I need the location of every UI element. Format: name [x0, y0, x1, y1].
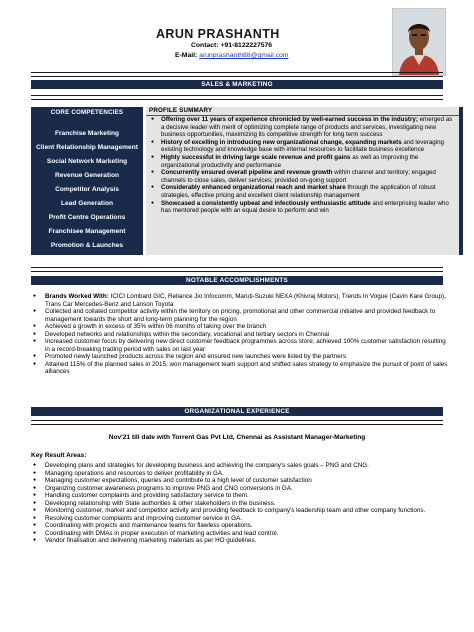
email-link[interactable]: arunprashanth88@gmail.com — [199, 52, 289, 59]
competency-item: Franchisee Management — [48, 228, 126, 235]
kra-item: ● Vendor finalisation and delivering marketing materials as per HO guidelines. — [31, 537, 451, 545]
competency-item: Social Network Marketing — [46, 158, 128, 165]
kra-item: ● Coordinating with projects and maintenance teams for flawless operations. — [31, 522, 451, 530]
profile-item-bold: Highly successful in driving large scale revenue and profit gains — [161, 153, 351, 161]
section-divider — [31, 95, 443, 100]
profile-item-text: within channel and territory; engaged channels to close sales, deliver services; provided on-going support — [161, 169, 436, 184]
profile-item-bold: Offering over 11 years of experience chronicled by well-earned success in the industry; — [161, 116, 418, 123]
contact-line — [191, 42, 272, 49]
profile-photo — [392, 8, 446, 76]
competency-item: Client Relationship Management — [36, 144, 138, 151]
kra-item: ● Resolving customer complaints and improving customer service in GA. — [31, 515, 451, 523]
core-competencies-heading: CORE COMPETENCIES — [50, 109, 124, 116]
profile-item — [146, 184, 459, 199]
profile-item — [146, 116, 459, 139]
section-sales-marketing: SALES & MARKETING — [31, 80, 443, 89]
competency-item: Promotion & Launches — [50, 242, 124, 249]
kra-item: ● Developing relationship with State authorities & other stakeholders in the business. — [31, 500, 451, 508]
competency-item: Revenue Generation — [54, 172, 120, 179]
accomplishment-item: ● Increased customer focus by delivering new direct customer feedback programmes across store; achieved 100% customer satisfaction resulting in a record-breaking trading period with sales on last year — [31, 338, 451, 353]
key-result-areas-list — [31, 462, 451, 545]
profile-item-text: and enterprising leader who has mentored people with an equal desire to perform and win — [161, 199, 449, 215]
competency-item: Lead Generation — [60, 200, 114, 207]
kra-item: ● Developing plans and strategies for developing business and achieving the company's sales goals – PNG and CNG. — [31, 462, 451, 470]
profile-item — [146, 200, 459, 215]
candidate-name: ARUN PRASHANTH — [156, 27, 280, 41]
competency-item: Competitor Analysis — [55, 186, 119, 193]
portrait-image — [393, 9, 445, 75]
profile-item-text: as well as improving the organizational productivity and performance — [161, 153, 419, 169]
accomplishment-item: ● Promoted newly launched products across the region and ensured new launches were listed by the partners — [31, 353, 451, 361]
profile-item-text: through the application of robust strategies, effective pricing and excellent client relationship management — [161, 184, 436, 199]
profile-item-bold: Considerably enhanced organizational reach and market share — [161, 184, 346, 192]
contact-label: Contact: — [191, 42, 219, 49]
profile-item-bold: Showcased a consistently upbeat and infectiously enthusiastic attitude — [161, 199, 371, 207]
section-notable-accomplishments: NOTABLE ACCOMPLISHMENTS — [31, 276, 443, 285]
key-result-areas-label: Key Result Areas: — [31, 452, 87, 459]
section-divider — [31, 267, 443, 272]
kra-item: ● Handling customer complaints and providing satisfactory service to them. — [31, 492, 451, 500]
job-title-line: Nov'21 till date with Torrent Gas Pvt Ltd, Chennai as Assistant Manager-Marketing — [108, 434, 366, 441]
profile-summary-panel — [146, 107, 459, 255]
accomplishment-item: ● Attained 115% of the planned sales in 2015; won management team support and shifted sales strategy to emphasize the pursuit of point of sales alliances — [31, 361, 451, 376]
brands-label: Brands Worked With: — [45, 293, 109, 300]
profile-item-text: emerged as a decisive leader with merit of optimizing complete range of products and services, investigating new business opportunities, maximizing its competitive strength for long term success — [161, 116, 453, 139]
accomplishments-list — [31, 293, 451, 376]
profile-item — [146, 139, 459, 154]
brands-text: ICICI Lombard GIC, Reliance Jio Infocomm, Maruti-Suzuki NEXA (Khivraj Motors), Trends In Vogue (Cavin Kare Group), Trans Car Mercedes-Benz and Lanson Toyota — [45, 293, 446, 308]
email-line — [175, 52, 288, 59]
profile-summary-list — [146, 116, 459, 215]
section-organizational-experience: ORGANIZATIONAL EXPERIENCE — [31, 407, 443, 416]
kra-item: ● Monitoring customer, market and competitor activity and providing feedback to company's leadership team and other company functions. — [31, 507, 451, 515]
competency-item: Franchise Marketing — [54, 130, 120, 137]
kra-item: ● Managing operations and resources to deliver profitability in GA. — [31, 470, 451, 478]
profile-accent-stripe — [459, 107, 463, 255]
accomplishment-item: ● Collected and collated competitor activity within the territory on pricing, promotional and other commercial initiative and provided feedback to management towards the short and long-term planning for the region — [31, 308, 451, 323]
competency-item: Profit Centre Operations — [48, 214, 126, 221]
core-competencies-panel — [31, 107, 143, 255]
profile-summary-heading: PROFILE SUMMARY — [146, 107, 459, 116]
profile-item — [146, 154, 459, 169]
kra-item: ● Organizing customer awareness programs to improve PNG and CNG conversions in GA. — [31, 485, 451, 493]
accomplishment-item — [31, 293, 451, 308]
section-divider — [31, 420, 443, 425]
kra-item: ● Managing customer expectations, queries and contribute to a high level of customer satisfaction — [31, 477, 451, 485]
accomplishment-item: ● Developed networks and relationships within the secondary, vocational and tertiary sectors in Chennai — [31, 331, 451, 339]
accomplishment-item: ● Achieved a growth in excess of 35% within 06 months of taking over the branch — [31, 323, 451, 331]
contact-value: +91-8122227576 — [220, 42, 273, 49]
profile-item-text: and leveraging existing technology and knowledge base with internal resources to facilitate business excellence — [161, 138, 444, 154]
kra-item: ● Coordinating with DMAs in proper execution of marketing activities and lead control. — [31, 530, 451, 538]
profile-item — [146, 169, 459, 184]
profile-item-bold: History of excelling in introducing new organizational change, expanding markets — [161, 138, 402, 146]
profile-item-bold: Concurrently ensured overall pipeline and revenue growth — [161, 169, 333, 177]
header-divider — [31, 72, 443, 77]
email-label: E-Mail: — [175, 52, 198, 59]
